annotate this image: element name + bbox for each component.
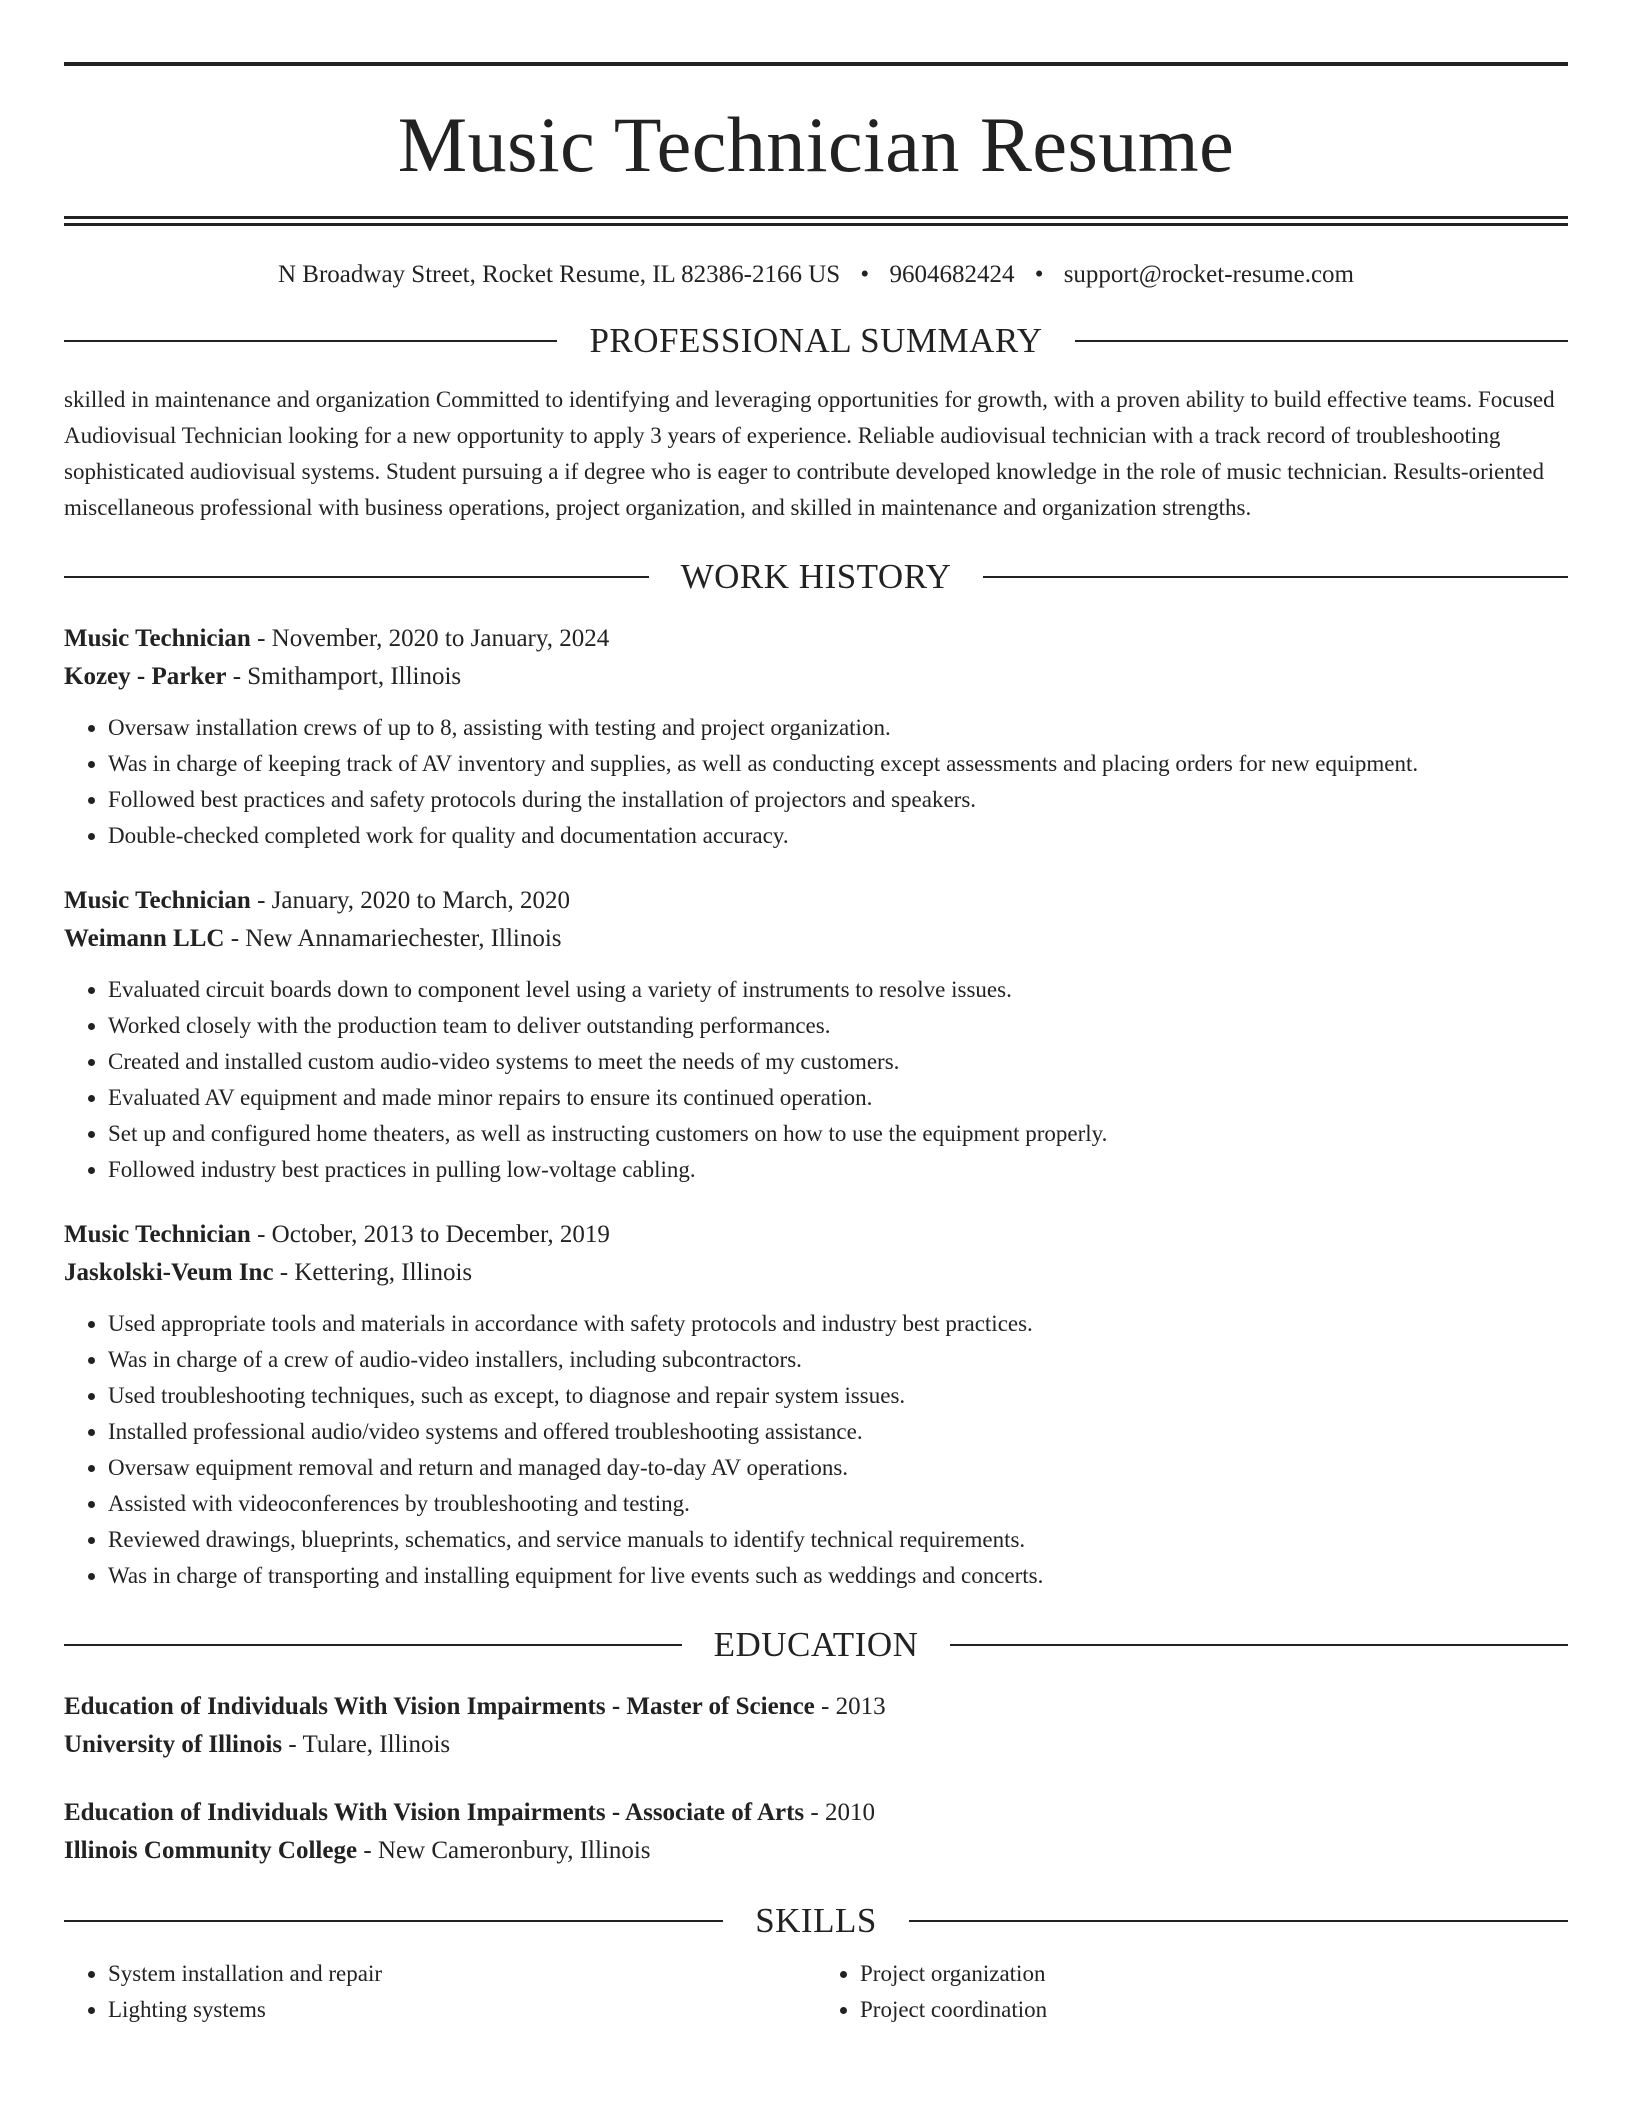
section-divider xyxy=(64,1644,682,1646)
list-item: • Double-checked completed work for quality and documentation accuracy. xyxy=(108,818,1568,854)
title-double-rule xyxy=(64,216,1568,226)
job-bullets xyxy=(64,1306,1568,1594)
job-dates: - January, 2020 to March, 2020 xyxy=(250,887,570,914)
job-entry xyxy=(64,882,1568,1188)
job-company: Jaskolski-Veum Inc xyxy=(64,1259,274,1286)
section-divider xyxy=(64,576,649,578)
skills-list-left xyxy=(64,1956,816,2028)
skills-columns xyxy=(64,1956,1568,2028)
education-year: - 2013 xyxy=(814,1693,886,1720)
education-school-line xyxy=(64,1832,1568,1870)
education-school: Illinois Community College xyxy=(64,1837,358,1864)
skill-item: • Project organization xyxy=(860,1956,1568,1992)
job-company-line xyxy=(64,658,1568,696)
list-item: • Followed best practices and safety protocols during the installation of projectors and speakers. xyxy=(108,782,1568,818)
section-header-work xyxy=(64,556,1568,598)
job-company: Weimann LLC xyxy=(64,925,225,952)
section-title-education: EDUCATION xyxy=(713,1625,919,1664)
job-bullets xyxy=(64,710,1568,854)
contact-address: N Broadway Street, Rocket Resume, IL 82386-2166 US xyxy=(278,261,841,288)
list-item: • Assisted with videoconferences by troubleshooting and testing. xyxy=(108,1486,1568,1522)
job-title-line xyxy=(64,620,1568,658)
education-degree: Education of Individuals With Vision Impairments - Associate of Arts xyxy=(64,1799,805,1826)
education-location: - New Cameronbury, Illinois xyxy=(357,1837,651,1864)
section-divider xyxy=(950,1644,1568,1646)
list-item: • Installed professional audio/video systems and offered troubleshooting assistance. xyxy=(108,1414,1568,1450)
education-degree-line xyxy=(64,1794,1568,1832)
job-dates: - October, 2013 to December, 2019 xyxy=(250,1221,610,1248)
job-location: - Kettering, Illinois xyxy=(273,1259,473,1286)
job-dates: - November, 2020 to January, 2024 xyxy=(250,625,610,652)
contact-separator: • xyxy=(860,261,870,288)
education-degree-line xyxy=(64,1688,1568,1726)
education-school: University of Illinois xyxy=(64,1731,283,1758)
section-title-work: WORK HISTORY xyxy=(680,557,952,596)
list-item: • Reviewed drawings, blueprints, schematics, and service manuals to identify technical requirements. xyxy=(108,1522,1568,1558)
list-item: • Oversaw installation crews of up to 8, assisting with testing and project organization. xyxy=(108,710,1568,746)
list-item: • Worked closely with the production team to deliver outstanding performances. xyxy=(108,1008,1568,1044)
job-company: Kozey - Parker xyxy=(64,663,227,690)
job-bullets xyxy=(64,972,1568,1188)
section-title-skills: SKILLS xyxy=(755,1901,877,1940)
top-rule xyxy=(64,62,1568,66)
section-header-skills xyxy=(64,1900,1568,1942)
list-item: • Used troubleshooting techniques, such as except, to diagnose and repair system issues. xyxy=(108,1378,1568,1414)
education-entry xyxy=(64,1794,1568,1870)
section-divider xyxy=(983,576,1568,578)
contact-email: support@rocket-resume.com xyxy=(1063,261,1354,288)
list-item: • Followed industry best practices in pulling low-voltage cabling. xyxy=(108,1152,1568,1188)
section-header-education xyxy=(64,1624,1568,1666)
skill-item: • Project coordination xyxy=(860,1992,1568,2028)
summary-text: skilled in maintenance and organization Committed to identifying and leveraging opportunities for growth, with a proven ability to build effective teams. Focused Audiovisual Technician looking for a new opportunity to apply 3 years of experience. Reliable audiovisual technician with a track record of troubleshooting sophisticated audiovisual systems. Student pursuing a if degree who is eager to contribute developed knowledge in the role of music technician. Results-oriented miscellaneous professional with business operations, project organization, and skilled in maintenance and organization strengths. xyxy=(64,387,1555,520)
skill-item: • System installation and repair xyxy=(108,1956,816,1992)
job-title: Music Technician xyxy=(64,1221,251,1248)
list-item: • Oversaw equipment removal and return and managed day-to-day AV operations. xyxy=(108,1450,1568,1486)
contact-line xyxy=(64,260,1568,290)
job-company-line xyxy=(64,1254,1568,1292)
section-divider xyxy=(64,1920,723,1922)
list-item: • Used appropriate tools and materials in accordance with safety protocols and industry best practices. xyxy=(108,1306,1568,1342)
job-entry xyxy=(64,1216,1568,1594)
list-item: • Set up and configured home theaters, as well as instructing customers on how to use the equipment properly. xyxy=(108,1116,1568,1152)
list-item: • Was in charge of a crew of audio-video installers, including subcontractors. xyxy=(108,1342,1568,1378)
job-title-line xyxy=(64,882,1568,920)
section-divider xyxy=(909,1920,1568,1922)
job-location: - New Annamariechester, Illinois xyxy=(224,925,562,952)
list-item: • Was in charge of keeping track of AV inventory and supplies, as well as conducting except assessments and placing orders for new equipment. xyxy=(108,746,1568,782)
section-divider xyxy=(1075,340,1568,342)
skills-list-right xyxy=(816,1956,1568,2028)
list-item: • Was in charge of transporting and installing equipment for live events such as weddings and concerts. xyxy=(108,1558,1568,1594)
education-location: - Tulare, Illinois xyxy=(282,1731,451,1758)
section-title-summary: PROFESSIONAL SUMMARY xyxy=(589,321,1043,360)
job-company-line xyxy=(64,920,1568,958)
list-item: • Evaluated circuit boards down to component level using a variety of instruments to resolve issues. xyxy=(108,972,1568,1008)
education-entry xyxy=(64,1688,1568,1764)
resume-title: Music Technician Resume xyxy=(397,101,1235,188)
job-title: Music Technician xyxy=(64,887,251,914)
education-year: - 2010 xyxy=(804,1799,875,1826)
job-title: Music Technician xyxy=(64,625,251,652)
section-divider xyxy=(64,340,557,342)
section-header-summary xyxy=(64,320,1568,362)
job-location: - Smithamport, Illinois xyxy=(226,663,462,690)
skill-item: • Lighting systems xyxy=(108,1992,816,2028)
job-title-line xyxy=(64,1216,1568,1254)
contact-phone: 9604682424 xyxy=(889,261,1015,288)
contact-separator: • xyxy=(1034,261,1044,288)
education-school-line xyxy=(64,1726,1568,1764)
job-entry xyxy=(64,620,1568,854)
education-degree: Education of Individuals With Vision Impairments - Master of Science xyxy=(64,1693,815,1720)
list-item: • Evaluated AV equipment and made minor repairs to ensure its continued operation. xyxy=(108,1080,1568,1116)
list-item: • Created and installed custom audio-video systems to meet the needs of my customers. xyxy=(108,1044,1568,1080)
